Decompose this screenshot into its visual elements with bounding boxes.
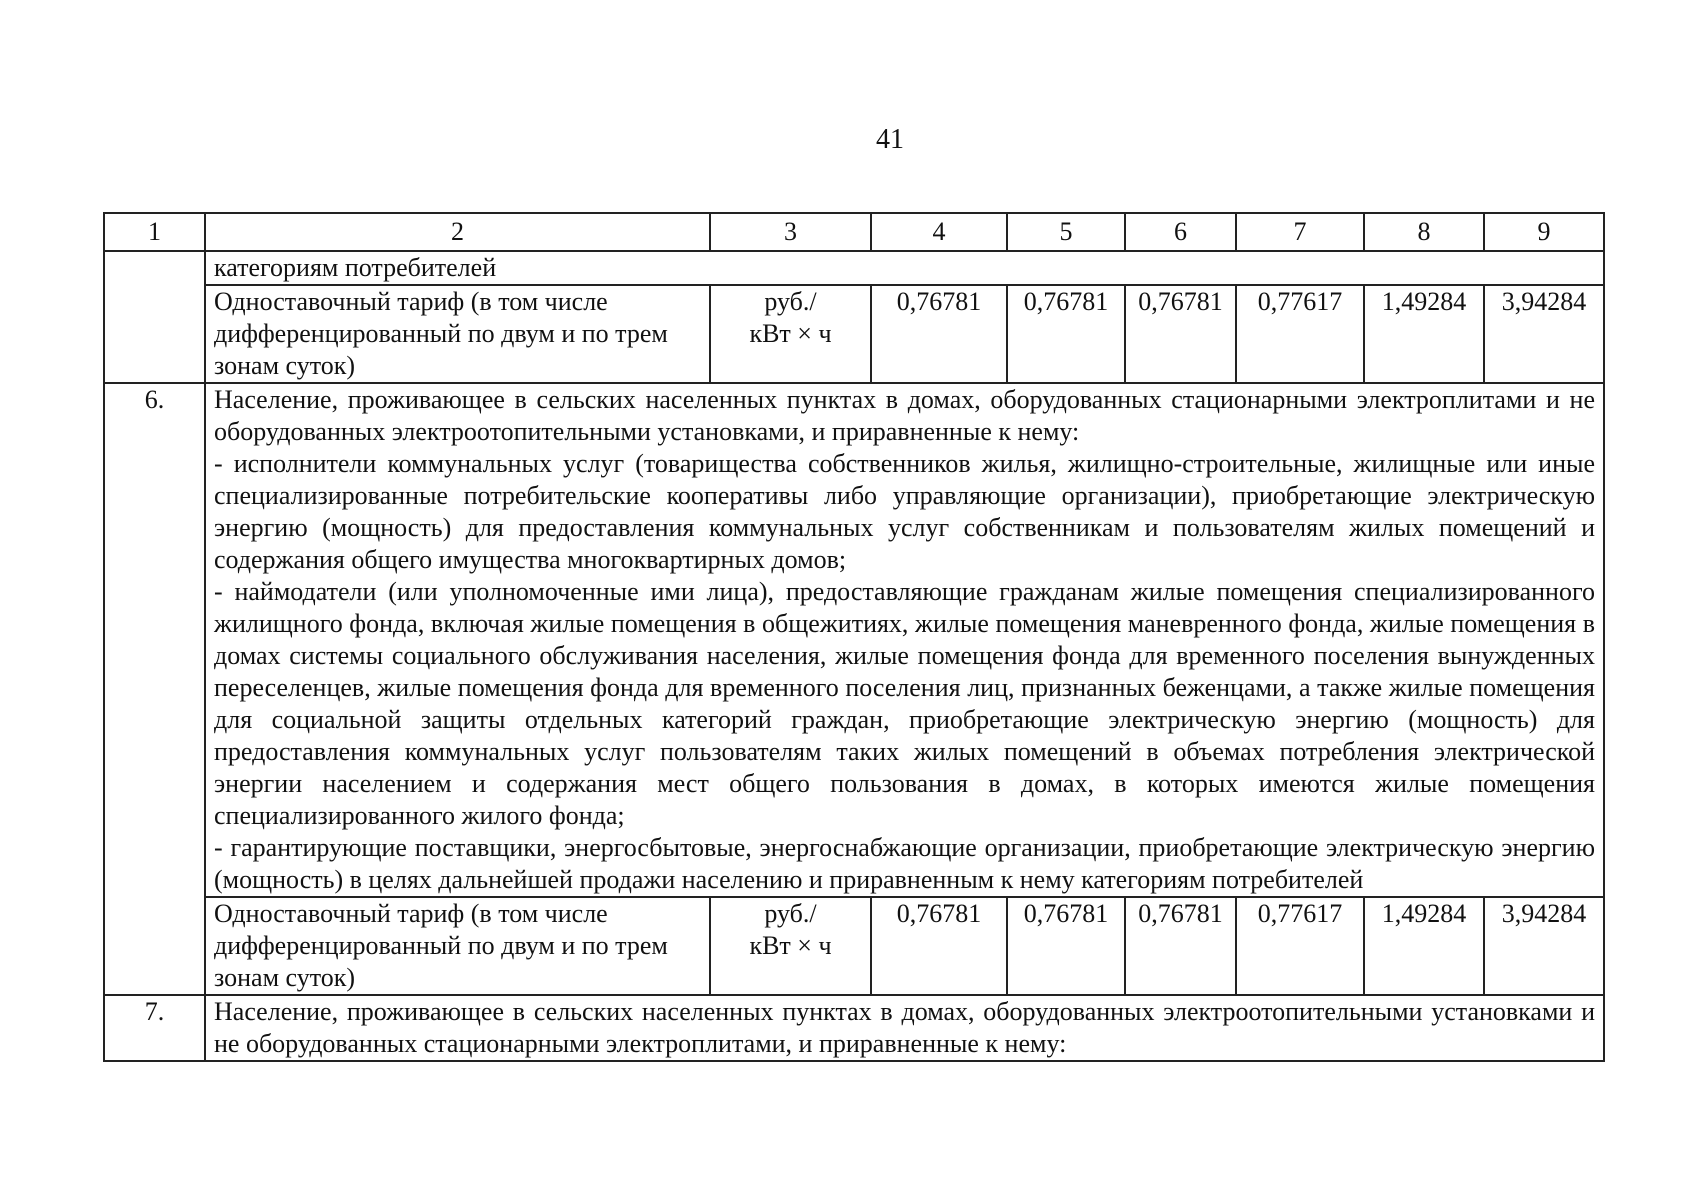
header-cell: 7 bbox=[1236, 213, 1364, 251]
header-cell: 8 bbox=[1364, 213, 1484, 251]
value-cell: 0,76781 bbox=[1007, 897, 1125, 995]
header-cell: 1 bbox=[104, 213, 205, 251]
row-number-cell: 6. bbox=[104, 383, 205, 995]
value-cell: 0,76781 bbox=[1007, 285, 1125, 383]
header-cell: 4 bbox=[871, 213, 1007, 251]
unit-cell bbox=[710, 285, 871, 383]
category-intro: Население, проживающее в сельских населенных пунктах в домах, оборудованных электроотопительными установками и не оборудованных стационарными электроплитами, и приравненные к нему: bbox=[214, 997, 1595, 1058]
table-row bbox=[104, 995, 1604, 1061]
header-cell: 6 bbox=[1125, 213, 1236, 251]
unit-line: кВт × ч bbox=[749, 319, 832, 348]
header-cell: 2 bbox=[205, 213, 710, 251]
value-cell: 3,94284 bbox=[1484, 285, 1604, 383]
unit-line: руб./ bbox=[764, 287, 817, 316]
category-item: - наймодатели (или уполномоченные ими лица), предоставляющие гражданам жилые помещения специализированного жилищного фонда, включая жилые помещения в общежитиях, жилые помещения маневренного фонда, жилые помещения в домах системы социального обслуживания населения, жилые помещения фонда для временного поселения вынужденных переселенцев, жилые помещения фонда для временного поселения лиц, признанных беженцами, а также жилые помещения для социальной защиты отдельных категорий граждан, приобретающие электрическую энергию (мощность) для предоставления коммунальных услуг пользователям таких жилых помещений в объемах потребления электрической энергии населением и содержания мест общего пользования в домах, в которых имеются жилые помещения специализированного жилого фонда; bbox=[214, 577, 1595, 830]
header-cell: 3 bbox=[710, 213, 871, 251]
tariff-name-cell: Одноставочный тариф (в том числе дифференцированный по двум и по трем зонам суток) bbox=[205, 897, 710, 995]
row-number-cell: 7. bbox=[104, 995, 205, 1061]
header-cell: 5 bbox=[1007, 213, 1125, 251]
row-number-cell bbox=[104, 251, 205, 383]
table-row bbox=[104, 251, 1604, 285]
unit-line: руб./ bbox=[764, 899, 817, 928]
unit-cell bbox=[710, 897, 871, 995]
value-cell: 1,49284 bbox=[1364, 897, 1484, 995]
tariff-name-cell: Одноставочный тариф (в том числе дифференцированный по двум и по трем зонам суток) bbox=[205, 285, 710, 383]
page-number: 41 bbox=[876, 124, 904, 155]
category-text-cell bbox=[205, 995, 1604, 1061]
value-cell: 0,76781 bbox=[1125, 285, 1236, 383]
table-row bbox=[104, 285, 1604, 383]
category-text-cell: категориям потребителей bbox=[205, 251, 1604, 285]
value-cell: 1,49284 bbox=[1364, 285, 1484, 383]
header-cell: 9 bbox=[1484, 213, 1604, 251]
category-item: - гарантирующие поставщики, энергосбытовые, энергоснабжающие организации, приобретающие электрическую энергию (мощность) в целях дальнейшей продажи населению и приравненным к нему категориям потребителей bbox=[214, 833, 1595, 894]
value-cell: 0,76781 bbox=[871, 897, 1007, 995]
table-row bbox=[104, 897, 1604, 995]
value-cell: 0,76781 bbox=[871, 285, 1007, 383]
category-intro: Население, проживающее в сельских населенных пунктах в домах, оборудованных стационарными электроплитами и не оборудованных электроотопительными установками, и приравненные к нему: bbox=[214, 385, 1595, 446]
value-cell: 0,77617 bbox=[1236, 285, 1364, 383]
category-item: - исполнители коммунальных услуг (товарищества собственников жилья, жилищно-строительные, жилищные или иные специализированные потребительские кооперативы либо управляющие организации), приобретающие электрическую энергию (мощность) для предоставления коммунальных услуг собственникам и пользователям жилых помещений и содержания общего имущества многоквартирных домов; bbox=[214, 449, 1595, 574]
table-header-row bbox=[104, 213, 1604, 251]
value-cell: 0,76781 bbox=[1125, 897, 1236, 995]
table-row bbox=[104, 383, 1604, 897]
unit-line: кВт × ч bbox=[749, 931, 832, 960]
category-text-cell bbox=[205, 383, 1604, 897]
tariff-table bbox=[103, 212, 1605, 1062]
value-cell: 3,94284 bbox=[1484, 897, 1604, 995]
value-cell: 0,77617 bbox=[1236, 897, 1364, 995]
